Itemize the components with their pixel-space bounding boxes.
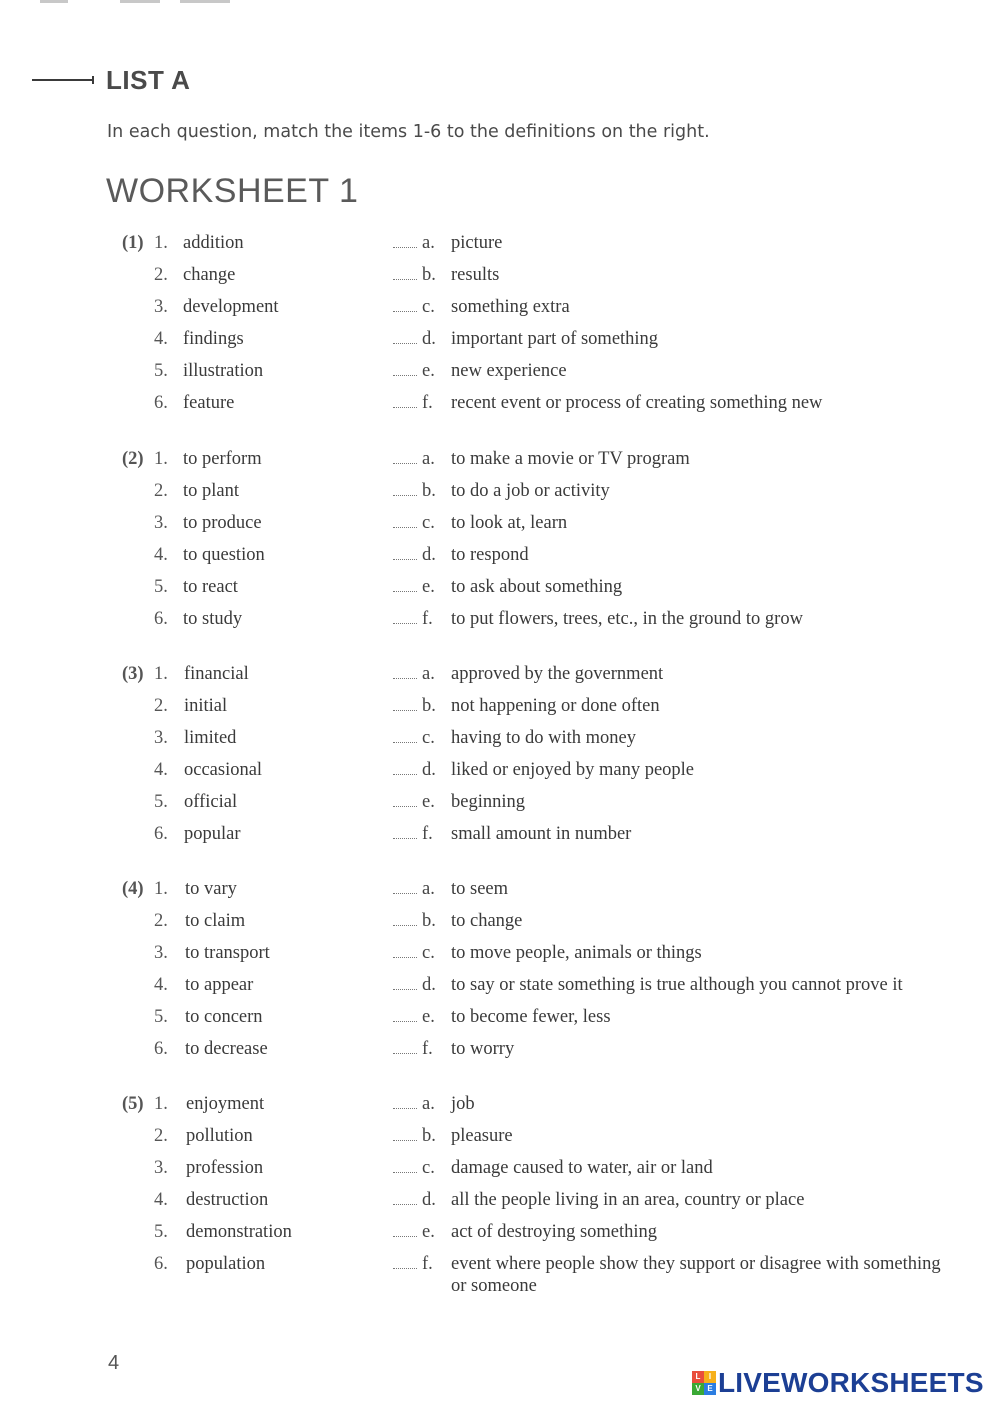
- exercise-row: [0, 1253, 1000, 1296]
- definition-text: to ask about something: [451, 576, 623, 597]
- item-word: change: [183, 264, 236, 285]
- exercise-row: [0, 480, 1000, 512]
- definition-letter: f.: [422, 392, 433, 413]
- exercise-row: [0, 1221, 1000, 1253]
- answer-blank[interactable]: [393, 343, 417, 344]
- item-word: to vary: [185, 879, 237, 899]
- item-number: 4.: [154, 328, 168, 349]
- definition-text: to become fewer, less: [451, 1006, 611, 1027]
- answer-blank[interactable]: [393, 1204, 417, 1205]
- answer-blank[interactable]: [393, 710, 417, 711]
- item-number: 6.: [154, 823, 168, 844]
- definition-letter: a.: [422, 233, 435, 253]
- item-number: 3.: [154, 942, 168, 963]
- definition-text: to respond: [451, 544, 529, 565]
- answer-blank[interactable]: [393, 463, 417, 464]
- exercise-row: [0, 1189, 1000, 1221]
- answer-blank[interactable]: [393, 1236, 417, 1237]
- item-word: limited: [184, 727, 237, 748]
- exercise-row: [0, 264, 1000, 296]
- item-number: 6.: [154, 1253, 168, 1274]
- definition-letter: f.: [422, 1253, 433, 1274]
- item-word: popular: [184, 823, 241, 844]
- item-word: to react: [183, 576, 238, 597]
- definition-text: not happening or done often: [451, 695, 660, 716]
- worksheet-title: WORKSHEET 1: [106, 172, 359, 210]
- definition-text: to make a movie or TV program: [451, 449, 690, 469]
- item-word: to claim: [185, 910, 246, 931]
- answer-blank[interactable]: [393, 806, 417, 807]
- definition-letter: a.: [422, 449, 435, 469]
- heading-rule: [32, 79, 94, 81]
- exercise-row: [0, 392, 1000, 424]
- exercise-row: [0, 1093, 1000, 1125]
- item-word: profession: [186, 1157, 264, 1178]
- answer-blank[interactable]: [393, 495, 417, 496]
- group-label: (2): [122, 449, 144, 469]
- exercise-row: [0, 328, 1000, 360]
- answer-blank[interactable]: [393, 925, 417, 926]
- definition-letter: f.: [422, 608, 433, 629]
- exercise-row: [0, 1157, 1000, 1189]
- item-number: 2.: [154, 264, 168, 285]
- item-number: 5.: [154, 576, 168, 597]
- definition-letter: d.: [422, 974, 436, 995]
- item-number: 3.: [154, 727, 168, 748]
- definition-text: to put flowers, trees, etc., in the ground to grow: [451, 608, 803, 629]
- group-label: (5): [122, 1094, 144, 1114]
- answer-blank[interactable]: [393, 279, 417, 280]
- answer-blank[interactable]: [393, 375, 417, 376]
- definition-letter: a.: [422, 664, 435, 684]
- item-number: 1.: [154, 1094, 168, 1114]
- item-number: 4.: [154, 759, 168, 780]
- definition-letter: c.: [422, 512, 435, 533]
- item-number: 6.: [154, 608, 168, 629]
- logo-letter-e: E: [704, 1383, 716, 1395]
- exercise-row: [0, 232, 1000, 264]
- definition-letter: c.: [422, 296, 435, 317]
- definition-letter: d.: [422, 759, 436, 780]
- item-word: to appear: [185, 974, 254, 995]
- item-word: population: [186, 1253, 266, 1274]
- definition-text: new experience: [451, 360, 567, 381]
- item-word: demonstration: [186, 1221, 292, 1242]
- liveworksheets-brand[interactable]: [692, 1368, 984, 1398]
- item-word: feature: [183, 392, 235, 413]
- item-number: 6.: [154, 1038, 168, 1059]
- item-word: to decrease: [185, 1038, 268, 1059]
- definition-text: to seem: [451, 879, 509, 899]
- item-word: illustration: [183, 360, 264, 381]
- item-word: to transport: [185, 942, 270, 963]
- item-word: development: [183, 296, 279, 317]
- exercise-row: [0, 823, 1000, 855]
- answer-blank[interactable]: [393, 623, 417, 624]
- definition-letter: f.: [422, 1038, 433, 1059]
- answer-blank[interactable]: [393, 893, 417, 894]
- answer-blank[interactable]: [393, 1021, 417, 1022]
- definition-text: small amount in number: [451, 823, 632, 844]
- definition-letter: c.: [422, 1157, 435, 1178]
- definition-letter: b.: [422, 480, 436, 501]
- item-word: official: [184, 791, 238, 812]
- item-word: to produce: [183, 512, 262, 533]
- exercise-row: [0, 910, 1000, 942]
- answer-blank[interactable]: [393, 678, 417, 679]
- list-heading: [32, 62, 190, 98]
- answer-blank[interactable]: [393, 1108, 417, 1109]
- item-word: findings: [183, 328, 244, 349]
- item-word: initial: [184, 695, 228, 716]
- list-title: LIST A: [106, 64, 191, 95]
- exercise-row: [0, 759, 1000, 791]
- item-number: 5.: [154, 791, 168, 812]
- definition-text: something extra: [451, 296, 570, 317]
- answer-blank[interactable]: [393, 957, 417, 958]
- definition-text: to do a job or activity: [451, 480, 610, 501]
- item-word: to question: [183, 544, 265, 565]
- definition-letter: e.: [422, 1221, 435, 1242]
- definition-text: event where people show they support or disagree with something or someone: [451, 1253, 941, 1296]
- definition-letter: c.: [422, 727, 435, 748]
- item-number: 1.: [154, 879, 168, 899]
- definition-text: job: [451, 1094, 475, 1114]
- exercise-row: [0, 512, 1000, 544]
- definition-text: results: [451, 264, 500, 285]
- item-number: 3.: [154, 296, 168, 317]
- definition-text: approved by the government: [451, 664, 664, 684]
- item-word: to perform: [183, 449, 262, 469]
- answer-blank[interactable]: [393, 774, 417, 775]
- exercise-row: [0, 942, 1000, 974]
- answer-blank[interactable]: [393, 559, 417, 560]
- answer-blank[interactable]: [393, 527, 417, 528]
- item-number: 4.: [154, 544, 168, 565]
- definition-text: to change: [451, 910, 523, 931]
- item-number: 4.: [154, 1189, 168, 1210]
- item-number: 2.: [154, 695, 168, 716]
- item-number: 5.: [154, 1006, 168, 1027]
- answer-blank[interactable]: [393, 742, 417, 743]
- item-number: 3.: [154, 512, 168, 533]
- definition-text: recent event or process of creating something new: [451, 392, 823, 413]
- item-word: to study: [183, 608, 243, 629]
- definition-text: to say or state something is true although you cannot prove it: [451, 974, 903, 995]
- definition-letter: e.: [422, 791, 435, 812]
- logo-letter-v: V: [692, 1383, 704, 1395]
- definition-text: liked or enjoyed by many people: [451, 759, 695, 780]
- item-word: addition: [183, 233, 244, 253]
- answer-blank[interactable]: [393, 1140, 417, 1141]
- definition-letter: b.: [422, 1125, 436, 1146]
- item-number: 1.: [154, 664, 168, 684]
- answer-blank[interactable]: [393, 1268, 417, 1269]
- item-number: 5.: [154, 360, 168, 381]
- liveworksheets-logo-icon: [692, 1371, 716, 1395]
- item-number: 1.: [154, 233, 168, 253]
- definition-letter: d.: [422, 544, 436, 565]
- definition-text: important part of something: [451, 328, 659, 349]
- definition-text: beginning: [451, 791, 525, 812]
- exercise-row: [0, 576, 1000, 608]
- exercise-row: [0, 791, 1000, 823]
- answer-blank[interactable]: [393, 247, 417, 248]
- answer-blank[interactable]: [393, 407, 417, 408]
- definition-text: to worry: [451, 1038, 515, 1059]
- answer-blank[interactable]: [393, 1053, 417, 1054]
- logo-letter-l: L: [692, 1371, 704, 1383]
- answer-blank[interactable]: [393, 591, 417, 592]
- exercise-row: [0, 1006, 1000, 1038]
- definition-letter: e.: [422, 360, 435, 381]
- exercise-row: [0, 296, 1000, 328]
- item-number: 5.: [154, 1221, 168, 1242]
- exercise-row: [0, 448, 1000, 480]
- definition-text: to look at, learn: [451, 512, 568, 533]
- exercise-row: [0, 1038, 1000, 1070]
- item-word: occasional: [184, 759, 263, 780]
- item-word: pollution: [186, 1125, 253, 1146]
- definition-text: to move people, animals or things: [451, 942, 702, 963]
- definition-text: pleasure: [451, 1125, 513, 1146]
- definition-letter: d.: [422, 1189, 436, 1210]
- definition-letter: a.: [422, 1094, 435, 1114]
- item-number: 1.: [154, 449, 168, 469]
- definition-letter: c.: [422, 942, 435, 963]
- item-word: to plant: [183, 480, 240, 501]
- definition-text: act of destroying something: [451, 1221, 658, 1242]
- item-number: 2.: [154, 480, 168, 501]
- logo-letter-i: I: [704, 1371, 716, 1383]
- definition-letter: b.: [422, 264, 436, 285]
- exercise-row: [0, 695, 1000, 727]
- top-edge-marks: [40, 0, 240, 6]
- answer-blank[interactable]: [393, 838, 417, 839]
- exercise-row: [0, 544, 1000, 576]
- definition-text: all the people living in an area, country or place: [451, 1189, 805, 1210]
- definition-letter: e.: [422, 576, 435, 597]
- item-number: 3.: [154, 1157, 168, 1178]
- definition-letter: a.: [422, 879, 435, 899]
- group-label: (4): [122, 879, 144, 899]
- definition-text: having to do with money: [451, 727, 636, 748]
- definition-letter: b.: [422, 695, 436, 716]
- definition-letter: e.: [422, 1006, 435, 1027]
- definition-letter: b.: [422, 910, 436, 931]
- item-number: 2.: [154, 910, 168, 931]
- page-number: 4: [108, 1352, 120, 1374]
- exercise-row: [0, 974, 1000, 1006]
- item-number: 4.: [154, 974, 168, 995]
- exercise-row: [0, 727, 1000, 759]
- item-number: 2.: [154, 1125, 168, 1146]
- definition-letter: d.: [422, 328, 436, 349]
- answer-blank[interactable]: [393, 989, 417, 990]
- item-word: financial: [184, 664, 249, 684]
- definition-text: damage caused to water, air or land: [451, 1157, 713, 1178]
- exercise-row: [0, 1125, 1000, 1157]
- definition-text: picture: [451, 233, 503, 253]
- item-word: destruction: [186, 1189, 269, 1210]
- exercise-row: [0, 360, 1000, 392]
- item-number: 6.: [154, 392, 168, 413]
- exercise-row: [0, 878, 1000, 910]
- instructions: In each question, match the items 1-6 to the definitions on the right.: [107, 122, 710, 142]
- answer-blank[interactable]: [393, 311, 417, 312]
- definition-letter: f.: [422, 823, 433, 844]
- group-label: (1): [122, 233, 144, 253]
- item-word: to concern: [185, 1006, 263, 1027]
- exercise-row: [0, 608, 1000, 640]
- answer-blank[interactable]: [393, 1172, 417, 1173]
- item-word: enjoyment: [186, 1094, 265, 1114]
- group-label: (3): [122, 664, 144, 684]
- exercise-row: [0, 663, 1000, 695]
- brand-name: LIVEWORKSHEETS: [718, 1367, 984, 1398]
